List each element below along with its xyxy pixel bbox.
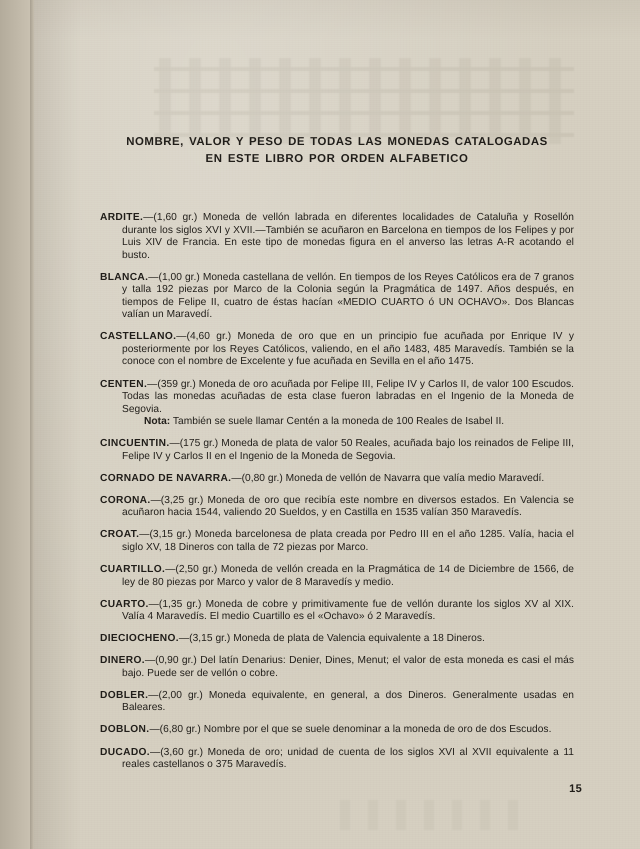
entry-weight: —(359 gr.) (147, 378, 196, 390)
glossary-entry (100, 564, 574, 589)
entry-weight: —(3,15 gr.) (139, 529, 192, 541)
entry-body (100, 212, 574, 262)
entry-description: Moneda de oro; unidad de cuenta de los siglos XVI al XVII equivalente a 11 reales castellanos o 375 Maravedís. (122, 746, 574, 771)
entry-body (100, 598, 574, 624)
entry-body (100, 689, 574, 715)
entry-weight: —(1,35 gr.) (148, 598, 202, 610)
glossary-entry (100, 212, 574, 262)
entry-headword: CROAT. (100, 529, 140, 541)
entry-weight: —(2,50 gr.) (165, 564, 218, 576)
entry-weight: —(4,60 gr.) (176, 331, 232, 343)
entry-body (100, 529, 574, 554)
entry-body (100, 633, 574, 646)
entry-note-label: Nota: (144, 416, 171, 428)
entry-description: Moneda de plata de Valencia equivalente a 18 Dineros. (230, 633, 485, 645)
entry-weight: —(3,15 gr.) (178, 633, 231, 645)
entry-headword: CORONA. (100, 494, 151, 506)
entry-body (100, 378, 574, 417)
entry-weight: —(1,60 gr.) (143, 212, 198, 223)
entry-body (100, 564, 574, 589)
entry-body (100, 655, 574, 680)
entry-body (100, 331, 574, 369)
entry-headword: DOBLON. (100, 724, 150, 736)
entry-weight: —(175 gr.) (169, 438, 219, 450)
page-title-line-2: EN ESTE LIBRO POR ORDEN ALFABETICO (205, 153, 469, 165)
entry-headword: CINCUENTIN. (100, 438, 170, 450)
entry-description: Moneda de vellón de Navarra que valía medio Maravedí. (282, 472, 545, 484)
entry-note-text: También se suele llamar Centén a la moneda de 100 Reales de Isabel II. (170, 416, 505, 428)
book-gutter-shadow (0, 0, 30, 849)
entry-body (100, 472, 574, 486)
page-title (72, 134, 602, 168)
glossary-entry (100, 599, 574, 624)
glossary-entry (100, 473, 574, 486)
entry-weight: —(0,90 gr.) (144, 655, 197, 667)
entry-weight: —(3,60 gr.) (150, 746, 204, 758)
page-content (34, 0, 640, 849)
glossary-entry (100, 747, 574, 772)
entry-headword: CORNADO DE NAVARRA. (100, 472, 232, 484)
entry-headword: BLANCA. (100, 271, 149, 283)
entry-headword: CENTEN. (100, 378, 148, 390)
entry-weight: —(3,25 gr.) (150, 494, 204, 506)
glossary-entry (100, 379, 574, 429)
entry-headword: DIECIOCHENO. (100, 633, 179, 645)
page-number: 15 (569, 783, 582, 795)
page-title-line-1: NOMBRE, VALOR Y PESO DE TODAS LAS MONEDAS CATALOGADAS (126, 136, 548, 148)
entry-description: Moneda equivalente, en general, a dos Dineros. Generalmente usadas en Baleares. (122, 689, 574, 714)
entry-headword: CUARTILLO. (100, 564, 166, 576)
glossary-entry (100, 331, 574, 369)
entry-headword: ARDITE. (100, 212, 144, 223)
entry-body (100, 438, 574, 463)
entry-note (122, 416, 574, 429)
glossary-entry-list (100, 212, 574, 772)
entry-headword: DOBLER. (100, 689, 149, 701)
entry-description: Nombre por el que se suele denominar a la moneda de oro de dos Escudos. (200, 724, 552, 736)
entry-description: Moneda de oro que en un principio fue acuñada por Enrique IV y posteriormente por los Reyes Católicos, valiendo, en el año 1483, 485 Maravedís. También se la conoce con el nombre de Excelente y fue acuñada en Sevilla en el año 1475. (122, 331, 574, 368)
entry-description: Del latín Denarius: Denier, Dines, Menut; el valor de esta moneda es casi el más bajo. Puede ser de vellón o cobre. (122, 655, 574, 679)
entry-description: Moneda barcelonesa de plata creada por Pedro III en el año 1285. Valía, hacia el siglo XV, 18 Dineros con talla de 72 piezas por Marco. (122, 529, 574, 553)
book-page (34, 0, 640, 849)
entry-headword: CASTELLANO. (100, 331, 177, 343)
entry-headword: DUCADO. (100, 746, 150, 758)
entry-weight: —(0,80 gr.) (231, 472, 283, 484)
glossary-entry (100, 655, 574, 680)
entry-description: Moneda de vellón labrada en diferentes localidades de Cataluña y Rosellón durante los siglos XVI y XVII.—También se acuñaron en Barcelona en tiempos de los Felipes y por Luis XIV de Francia. En este tipo de monedas figura en el anverso las letras A-R acotando el busto. (122, 212, 574, 261)
entry-weight: —(6,80 gr.) (149, 724, 201, 736)
entry-description: Moneda castellana de vellón. En tiempos de los Reyes Católicos era de 7 granos y talla 192 piezas por Marco de la Colonia según la Pragmática de 1497. Años después, en tiempos de Felipe II, cuatro de éstas hacían «MEDIO CUARTO ó UN OCHAVO». Dos Blancas valían un Maravedí. (122, 271, 574, 321)
entry-description: Moneda de plata de valor 50 Reales, acuñada bajo los reinados de Felipe III, Felipe IV y Carlos II en el Ingenio de la Moneda de Segovia. (122, 438, 574, 462)
entry-headword: DINERO. (100, 655, 145, 667)
glossary-entry (100, 690, 574, 715)
glossary-entry (100, 495, 574, 520)
entry-weight: —(2,00 gr.) (148, 689, 203, 701)
entry-description: Moneda de vellón creada en la Pragmática de 14 de Diciembre de 1566, de ley de 80 piezas por Marco y valor de 8 Maravedís y medio. (122, 564, 574, 588)
glossary-entry (100, 438, 574, 463)
entry-description: Moneda de oro que recibía este nombre en diversos estados. En Valencia se acuñaron hacia 1544, valiendo 20 Sueldos, y en Castilla en 1535 valían 350 Maravedís. (122, 494, 574, 519)
entry-body (100, 271, 574, 322)
entry-body (100, 746, 574, 772)
entry-description: Moneda de cobre y primitivamente fue de vellón durante los siglos XV al XIX. Valía 4 Maravedís. El medio Cuartillo es el «Ochavo» ó 2 Maravedís. (122, 598, 574, 623)
entry-weight: —(1,00 gr.) (148, 271, 200, 283)
glossary-entry (100, 724, 574, 737)
glossary-entry (100, 633, 574, 646)
entry-description: Moneda de oro acuñada por Felipe III, Felipe IV y Carlos II, de valor 100 Escudos. Todas las monedas acuñadas de esta clase fueron labradas en el Ingenio de la Moneda de Segovia. (122, 378, 574, 415)
glossary-entry (100, 272, 574, 322)
entry-body (100, 494, 574, 520)
entry-body (100, 724, 574, 737)
glossary-entry (100, 529, 574, 554)
entry-headword: CUARTO. (100, 598, 149, 610)
